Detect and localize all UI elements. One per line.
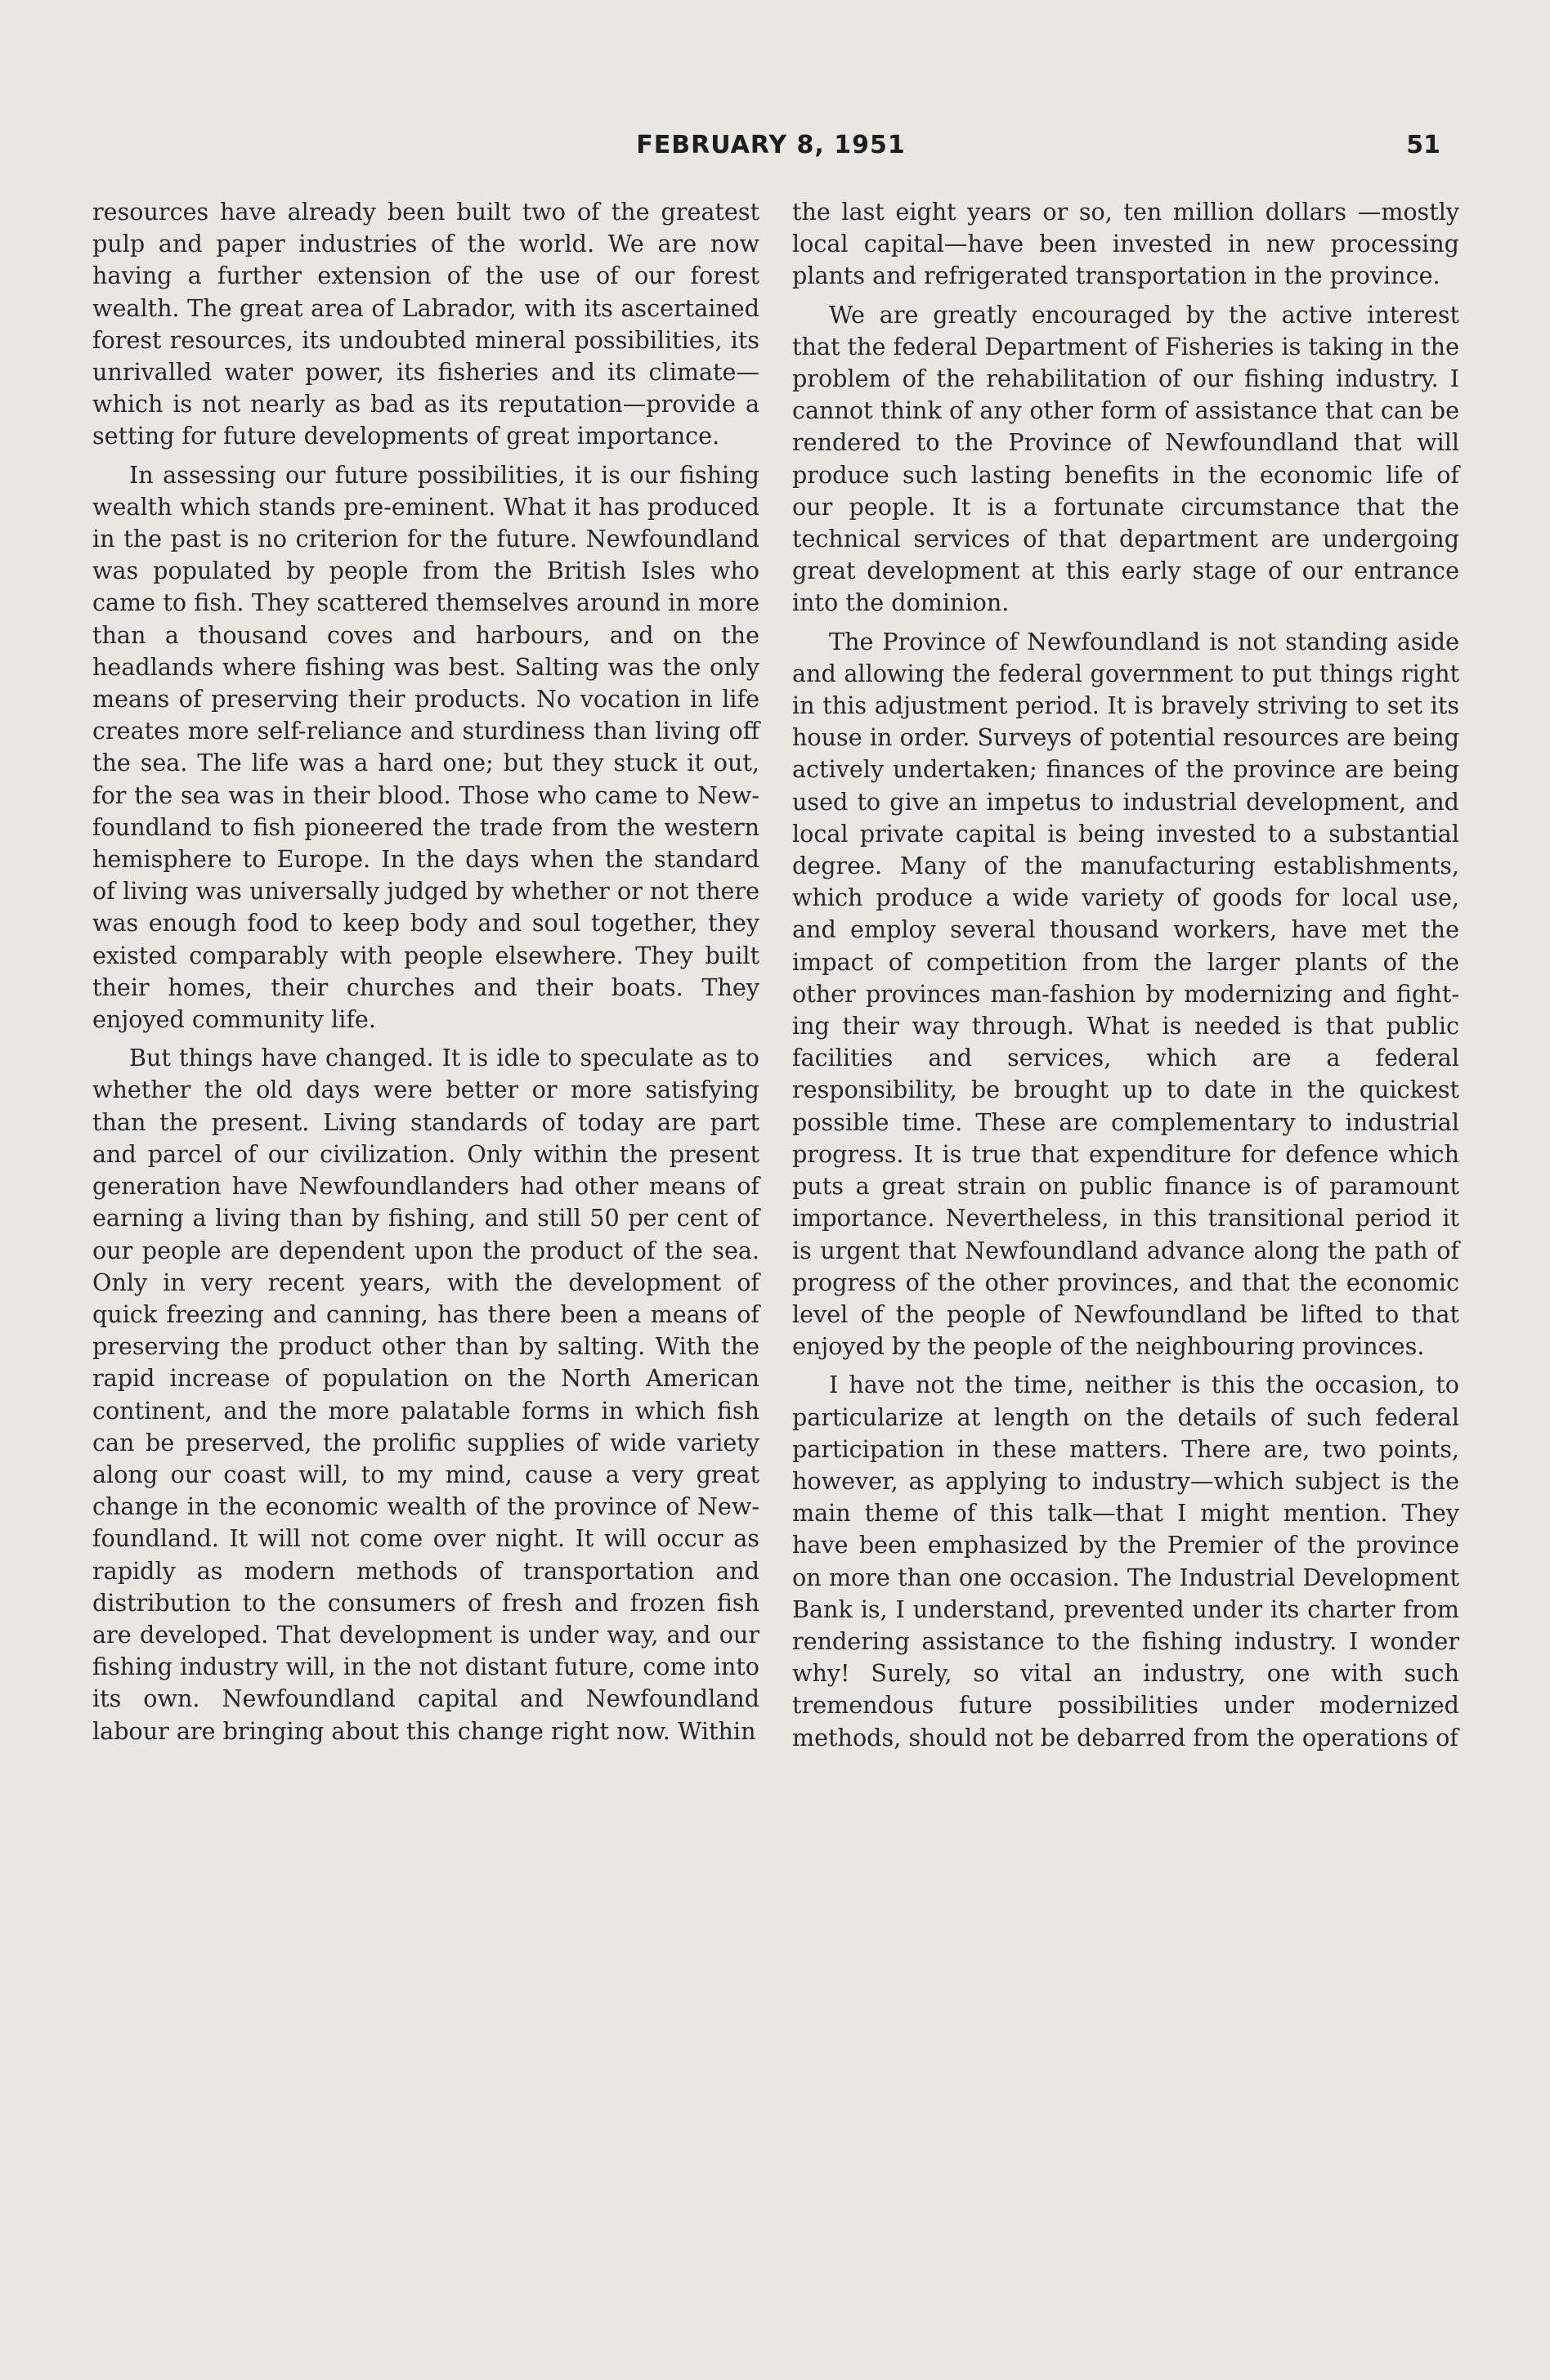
page-number: 51 [1406, 131, 1440, 159]
paragraph: resources have already been built two of the greatest pulp and paper industries of the world. We are now having a further extension of the use of our forest wealth. The great area of Labrador, with its ascertained forest resources, its undoubted mineral possibilities, its unrivalled water power, its fisheries and its climate—which is not nearly as bad as its reputation—provide a setting for future developments of great importance. [92, 198, 759, 450]
paragraph: I have not the time, neither is this the occasion, to particularize at length on the details of such federal participation in these matters. There are, two points, however, as applying to industry—which subject is the main theme of this talk—that I might mention. They have been emphasized by the Premier of the province on more than one occasion. The Industrial Development Bank is, I understand, prevented under its charter from rendering assistance to the fishing industry. I wonder why! Surely, so vital an industry, one with such tremendous future possibilities under modernized methods, should not be debarred from the operations of [792, 1371, 1459, 1751]
header-date: FEBRUARY 8, 1951 [636, 131, 906, 159]
right-column [792, 196, 1459, 2288]
paragraph: The Province of Newfoundland is not standing aside and allowing the federal government to put things right in this adjustment period. It is bravely striving to set its house in order. Surveys of potential resources are being actively undertaken; finances of the province are being used to give an impetus to industrial development, and local private capital is being invested to a substantial degree. Many of the manufacturing establishments, which produce a wide variety of goods for local use, and employ several thousand workers, have met the impact of competition from the larger plants of the other provinces man-fashion by modernizing and fighting their way through. What is needed is that public facilities and services, which are a federal responsibility, be brought up to date in the quickest possible time. These are complementary to industrial progress. It is true that expenditure for defence which puts a great strain on public finance is of paramount importance. Nevertheless, in this transitional period it is urgent that Newfoundland advance along the path of progress of the other provinces, and that the economic level of the people of Newfoundland be lifted to that enjoyed by the people of the neighbouring provinces. [792, 627, 1459, 1361]
paragraph: But things have changed. It is idle to speculate as to whether the old days were better or more satisfying than the present. Living standards of today are part and parcel of our civilization. Only within the present generation have Newfoundlanders had other means of earning a living than by fishing, and still 50 per cent of our people are dependent upon the product of the sea. Only in very recent years, with the development of quick freezing and canning, has there been a means of preserving the product other than by salting. With the rapid increase of population on the North American continent, and the more palatable forms in which fish can be preserved, the prolific supplies of wide variety along our coast will, to my mind, cause a very great change in the economic wealth of the province of Newfoundland. It will not come over night. It will occur as rapidly as modern methods of transportation and distribution to the consumers of fresh and frozen fish are developed. That development is under way, and our fishing industry will, in the not distant future, come into its own. Newfoundland capital and Newfoundland labour are bringing about this change right now. Within [92, 1044, 759, 1745]
paragraph: In assessing our future possibilities, it is our fishing wealth which stands pre-eminent. What it has produced in the past is no criterion for the future. Newfoundland was populated by people from the British Isles who came to fish. They scattered themselves around in more than a thousand coves and harbours, and on the headlands where fishing was best. Salting was the only means of preserving their products. No vocation in life creates more self-reliance and sturdiness than living off the sea. The life was a hard one; but they stuck it out, for the sea was in their blood. Those who came to Newfoundland to fish pioneered the trade from the western hemisphere to Europe. In the days when the standard of living was universally judged by whether or not there was enough food to keep body and soul together, they existed comparably with people elsewhere. They built their homes, their churches and their boats. They enjoyed community life. [92, 460, 759, 1034]
page-header [90, 131, 1452, 172]
left-column [92, 196, 759, 2288]
paragraph: the last eight years or so, ten million dollars —mostly local capital—have been invested in new processing plants and refrigerated transportation in the province. [792, 198, 1459, 290]
paragraph: We are greatly encouraged by the active interest that the federal Department of Fisheries is taking in the problem of the rehabilitation of our fishing industry. I cannot think of any other form of assistance that can be rendered to the Province of Newfoundland that will produce such lasting benefits in the economic life of our people. It is a fortunate circumstance that the technical services of that department are undergoing great development at this early stage of our entrance into the dominion. [792, 300, 1459, 617]
